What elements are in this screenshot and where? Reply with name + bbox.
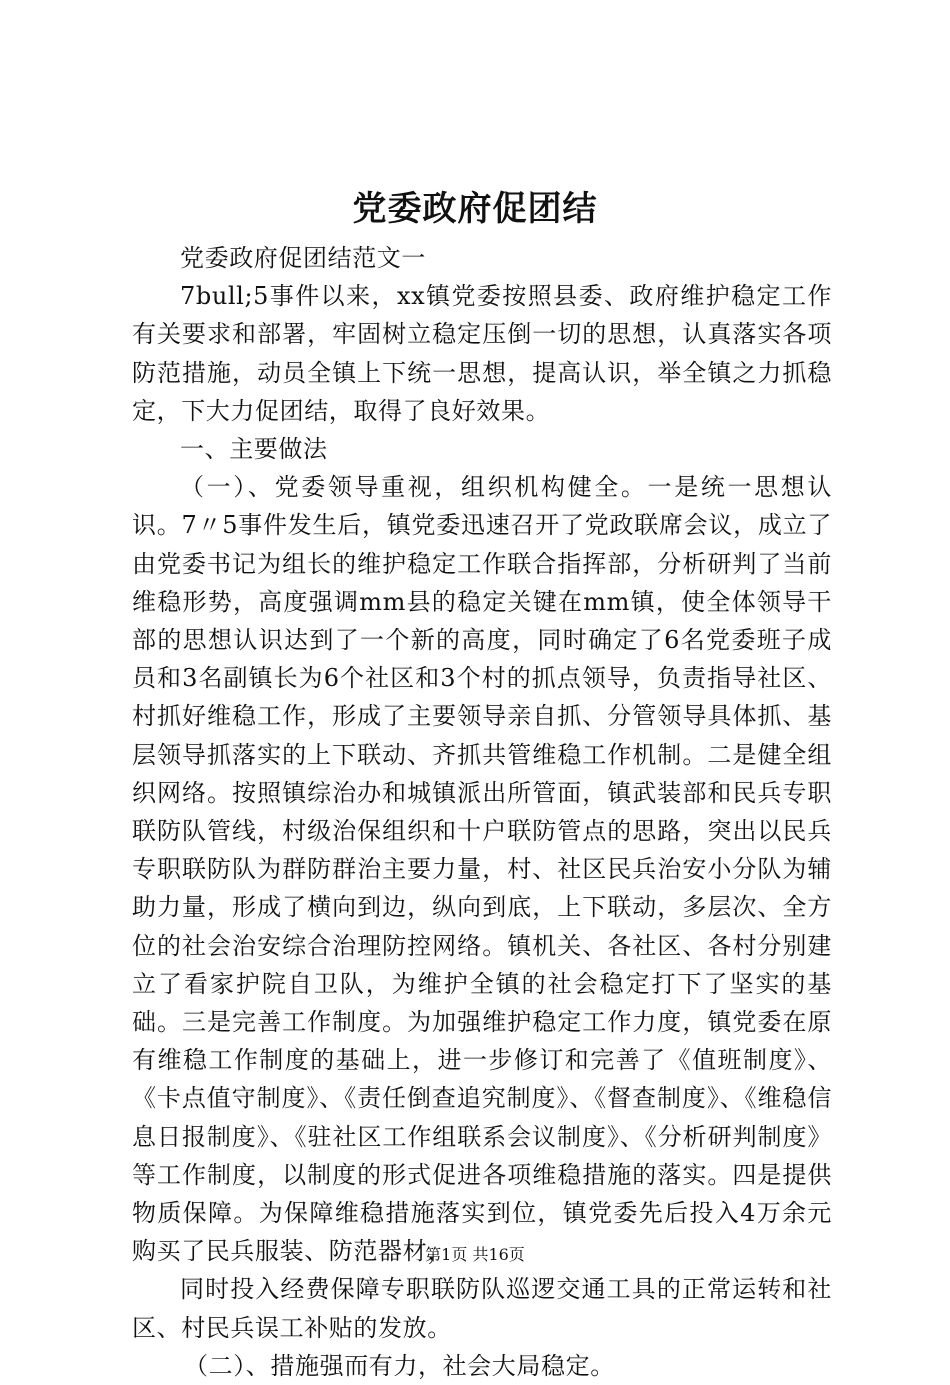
document-title: 党委政府促团结 [352, 189, 598, 229]
document-body [132, 239, 832, 1385]
paragraph-section-one: （一）、党委领导重视，组织机构健全。一是统一思想认识。7〃5事件发生后，镇党委迅速召开了党政联席会议，成立了由党委书记为组长的维护稳定工作联合指挥部，分析研判了当前维稳形势，高度强调mm县的稳定关键在mm镇，使全体领导干部的思想认识达到了一个新的高度，同时确定了6名党委班子成员和3名副镇长为6个社区和3个村的抓点领导，负责指导社区、村抓好维稳工作，形成了主要领导亲自抓、分管领导具体抓、基层领导抓落实的上下联动、齐抓共管维稳工作机制。二是健全组织网络。按照镇综治办和城镇派出所管面，镇武装部和民兵专职联防队管线，村级治保组织和十户联防管点的思路，突出以民兵专职联防队为群防群治主要力量，村、社区民兵治安小分队为辅助力量，形成了横向到边，纵向到底，上下联动，多层次、全方位的社会治安综合治理防控网络。镇机关、各社区、各村分别建立了看家护院自卫队，为维护全镇的社会稳定打下了坚实的基础。三是完善工作制度。为加强维护稳定工作力度，镇党委在原有维稳工作制度的基础上，进一步修订和完善了《值班制度》、《卡点值守制度》、《责任倒查追究制度》、《督查制度》、《维稳信息日报制度》、《驻社区工作组联系会议制度》、《分析研判制度》等工作制度，以制度的形式促进各项维稳措施的落实。四是提供物质保障。为保障维稳措施落实到位，镇党委先后投入4万余元购买了民兵服装、防范器材， [132, 473, 832, 1266]
paragraph-section-two-heading: （二）、措施强而有力，社会大局稳定。 [184, 1351, 615, 1380]
paragraph-continuation: 同时投入经费保障专职联防队巡逻交通工具的正常运转和社区、村民兵误工补贴的发放。 [132, 1275, 832, 1342]
paragraph-subtitle: 党委政府促团结范文一 [180, 244, 426, 272]
page-footer: 第1页 共16页 [425, 1245, 525, 1264]
section-heading: 一、主要做法 [180, 435, 328, 464]
paragraph-intro: 7bull;5事件以来，xx镇党委按照县委、政府维护稳定工作有关要求和部署，牢固树立稳定压倒一切的思想，认真落实各项防范措施，动员全镇上下统一思想，提高认识，举全镇之力抓稳定，下大力促团结，取得了良好效果。 [132, 282, 832, 425]
